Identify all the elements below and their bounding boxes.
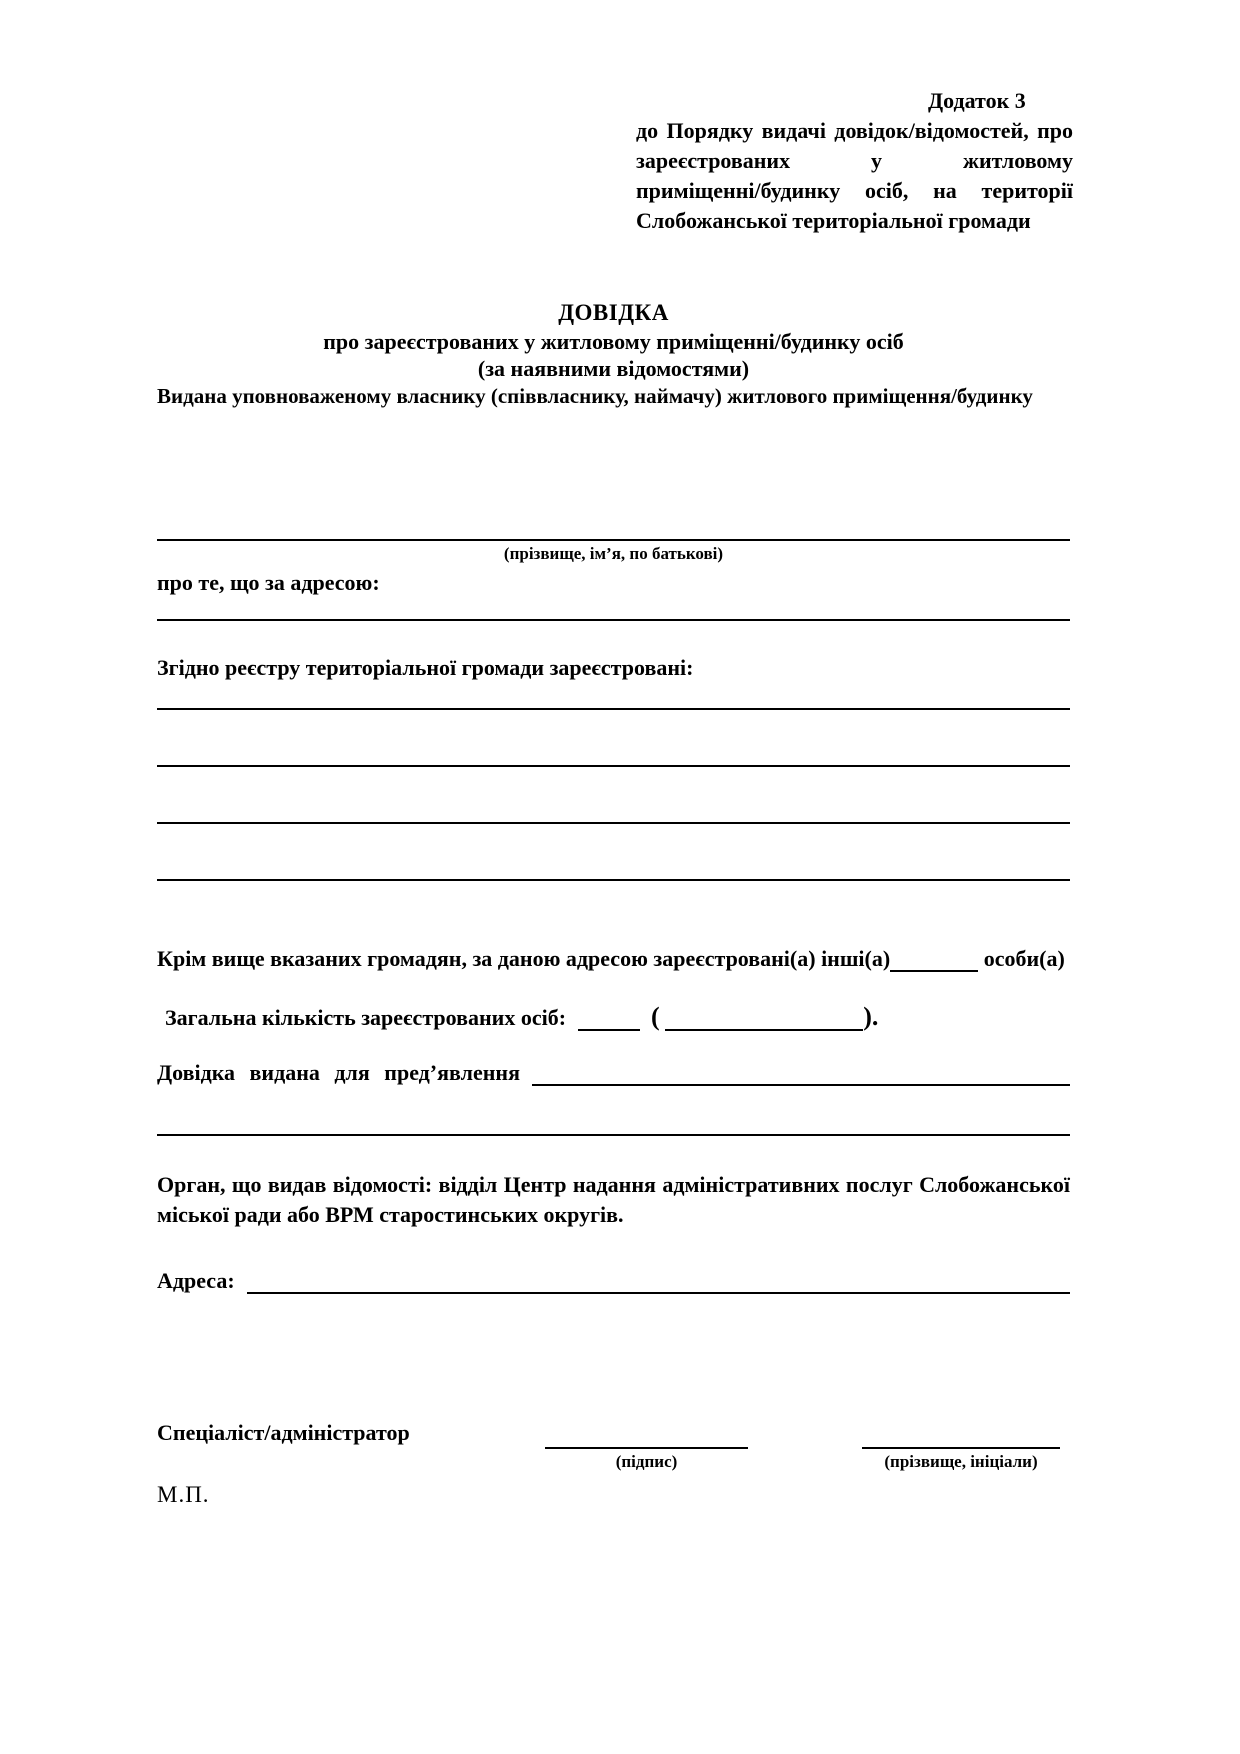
- address-field-line: [157, 1266, 1070, 1296]
- document-title: ДОВІДКА: [558, 300, 669, 325]
- address-blank-line: [157, 619, 1070, 621]
- annex-reference-block: [636, 86, 1073, 236]
- total-count-open-paren: (: [651, 1002, 660, 1031]
- annex-line-3: приміщенні/будинку осіб, на території: [636, 178, 1073, 203]
- registered-label: Згідно реєстру територіальної громади зареєстровані:: [157, 655, 694, 680]
- total-count-blank: [578, 1005, 640, 1031]
- registered-blank-line-2: [157, 765, 1070, 767]
- name-initials-line: [862, 1447, 1060, 1449]
- name-initials-hint: (прізвище, ініціали): [884, 1452, 1038, 1471]
- registered-blank-line-3: [157, 822, 1070, 824]
- total-count-label: Загальна кількість зареєстрованих осіб:: [165, 1005, 567, 1030]
- registered-blank-line-1: [157, 708, 1070, 710]
- signature-hint: (підпис): [615, 1452, 678, 1471]
- issued-for-blank-line-2: [157, 1134, 1070, 1136]
- name-hint: (прізвище, ім’я, по батькові): [503, 544, 724, 563]
- document-subtitle: про зареєстрованих у житловому приміщенні/будинку осіб: [323, 329, 904, 354]
- signature-line: [545, 1447, 748, 1449]
- total-count-words-blank: [665, 1005, 863, 1031]
- total-count-line: [165, 1002, 878, 1033]
- other-persons-count-blank: [890, 946, 978, 972]
- name-blank-line: [157, 539, 1070, 541]
- address-field-label: Адреса:: [157, 1268, 235, 1293]
- annex-line-4: Слобожанської територіальної громади: [636, 208, 1031, 233]
- other-persons-line: [157, 944, 1065, 974]
- issued-to-line: Видана уповноваженому власнику (співвласнику, наймачу) житлового приміщення/будинку: [157, 384, 1033, 408]
- issued-for-blank: [532, 1058, 1070, 1086]
- annex-line-2: зареєстрованих у житловому: [636, 148, 1073, 173]
- stamp-label: М.П.: [157, 1482, 210, 1507]
- issuing-organ-paragraph: Орган, що видав відомості: відділ Центр надання адміністративних послуг Слобожанської міської ради або ВРМ старостинських округів.: [157, 1172, 1070, 1227]
- address-intro-label: про те, що за адресою:: [157, 570, 380, 595]
- annex-line-1: до Порядку видачі довідок/відомостей, про: [636, 118, 1073, 143]
- other-persons-text: Крім вище вказаних громадян, за даною адресою зареєстровані(а) інші(а): [157, 946, 891, 971]
- specialist-label: Спеціаліст/адміністратор: [157, 1420, 410, 1445]
- total-count-close-paren: ).: [863, 1002, 879, 1031]
- other-persons-suffix: особи(а): [983, 946, 1065, 971]
- registered-blank-line-4: [157, 879, 1070, 881]
- issued-for-label: Довідка видана для пред’явлення: [157, 1060, 520, 1085]
- address-field-blank: [247, 1266, 1070, 1294]
- issued-for-line: [157, 1058, 1070, 1088]
- annex-number: Додаток 3: [928, 88, 1026, 113]
- document-subtitle-note: (за наявними відомостями): [477, 356, 750, 381]
